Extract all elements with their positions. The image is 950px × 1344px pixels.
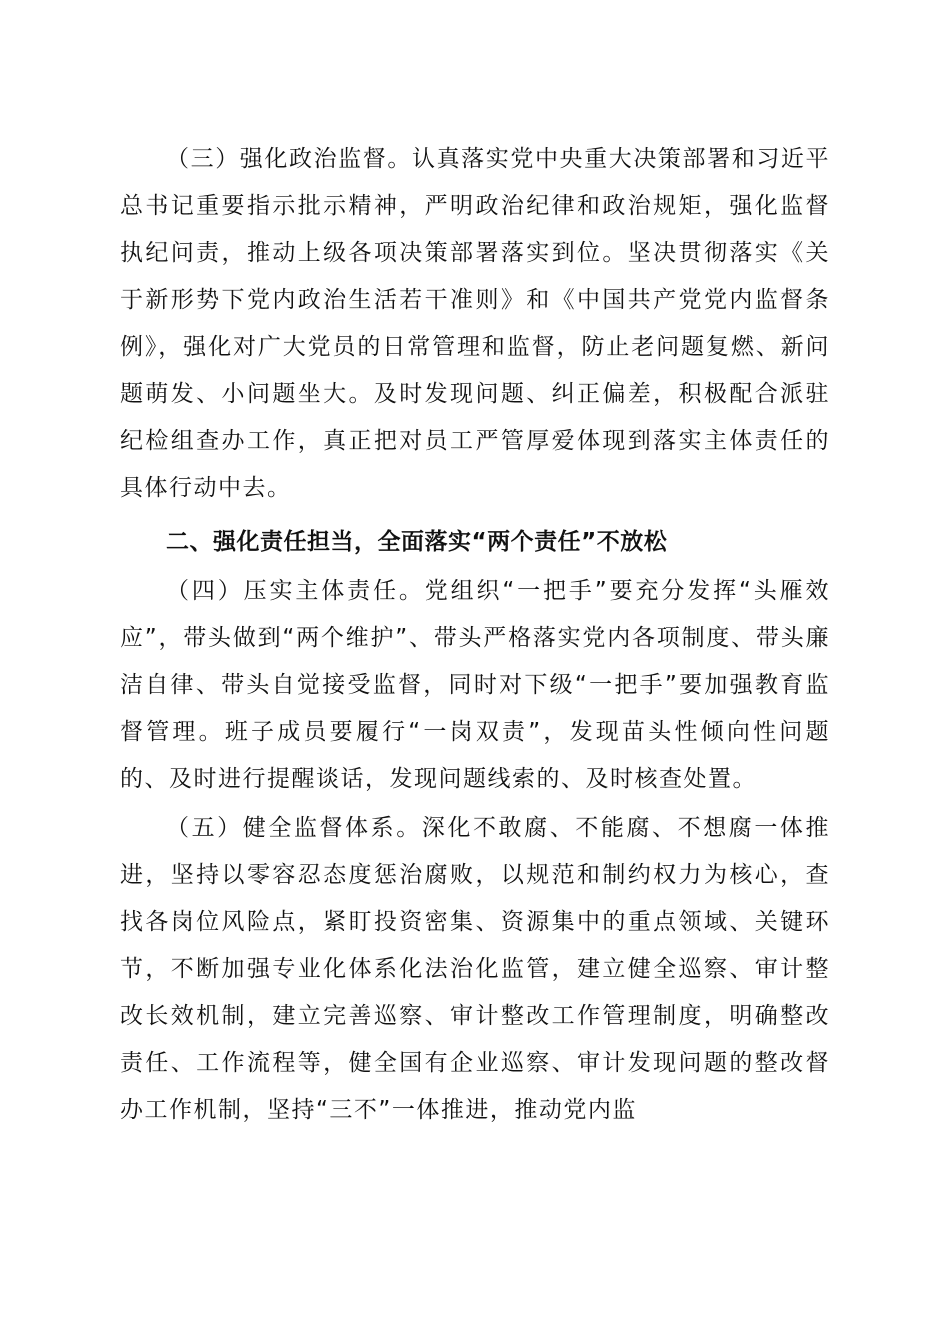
paragraph-text: 认真落实党中央重大决策部署和习近平总书记重要指示批示精神，严明政治纪律和政治规矩，强化监督执纪问责，推动上级各项决策部署落实到位。坚决贯彻落实《关于新形势下党内政治生活若干准则》和《中国共产党党内监督条例》，强化对广大党员的日常管理和监督，防止老问题复燃、新问题萌发、小问题坐大。及时发现问题、纠正偏差，积极配合派驻纪检组查办工作，真正把对员工严管厚爱体现到落实主体责任的具体行动中去。 — [120, 146, 831, 501]
paragraph-lead: （四）压实主体责任。 — [166, 578, 425, 604]
paragraph-lead: （五）健全监督体系。 — [166, 815, 422, 841]
paragraph-lead: （三）强化政治监督。 — [166, 146, 412, 172]
paragraph-main-responsibility — [120, 568, 830, 803]
paragraph-supervision-system — [120, 805, 830, 1134]
paragraph-political-supervision — [120, 136, 830, 512]
paragraph-text: 深化不敢腐、不能腐、不想腐一体推进，坚持以零容忍态度惩治腐败，以规范和制约权力为核心，查找各岗位风险点，紧盯投资密集、资源集中的重点领域、关键环节，不断加强专业化体系化法治化监管，建立健全巡察、审计整改长效机制，建立完善巡察、审计整改工作管理制度，明确整改责任、工作流程等，健全国有企业巡察、审计发现问题的整改督办工作机制，坚持“三不”一体推进，推动党内监 — [120, 815, 831, 1123]
section-heading: 二、强化责任担当，全面落实“两个责任”不放松 — [166, 529, 668, 555]
paragraph-text: 党组织“一把手”要充分发挥“头雁效应”，带头做到“两个维护”、带头严格落实党内各项制度、带头廉洁自律、带头自觉接受监督，同时对下级“一把手”要加强教育监督管理。班子成员要履行“一岗双责”，发现苗头性倾向性问题的、及时进行提醒谈话，发现问题线索的、及时核查处置。 — [120, 578, 830, 792]
document-body — [120, 136, 830, 1134]
